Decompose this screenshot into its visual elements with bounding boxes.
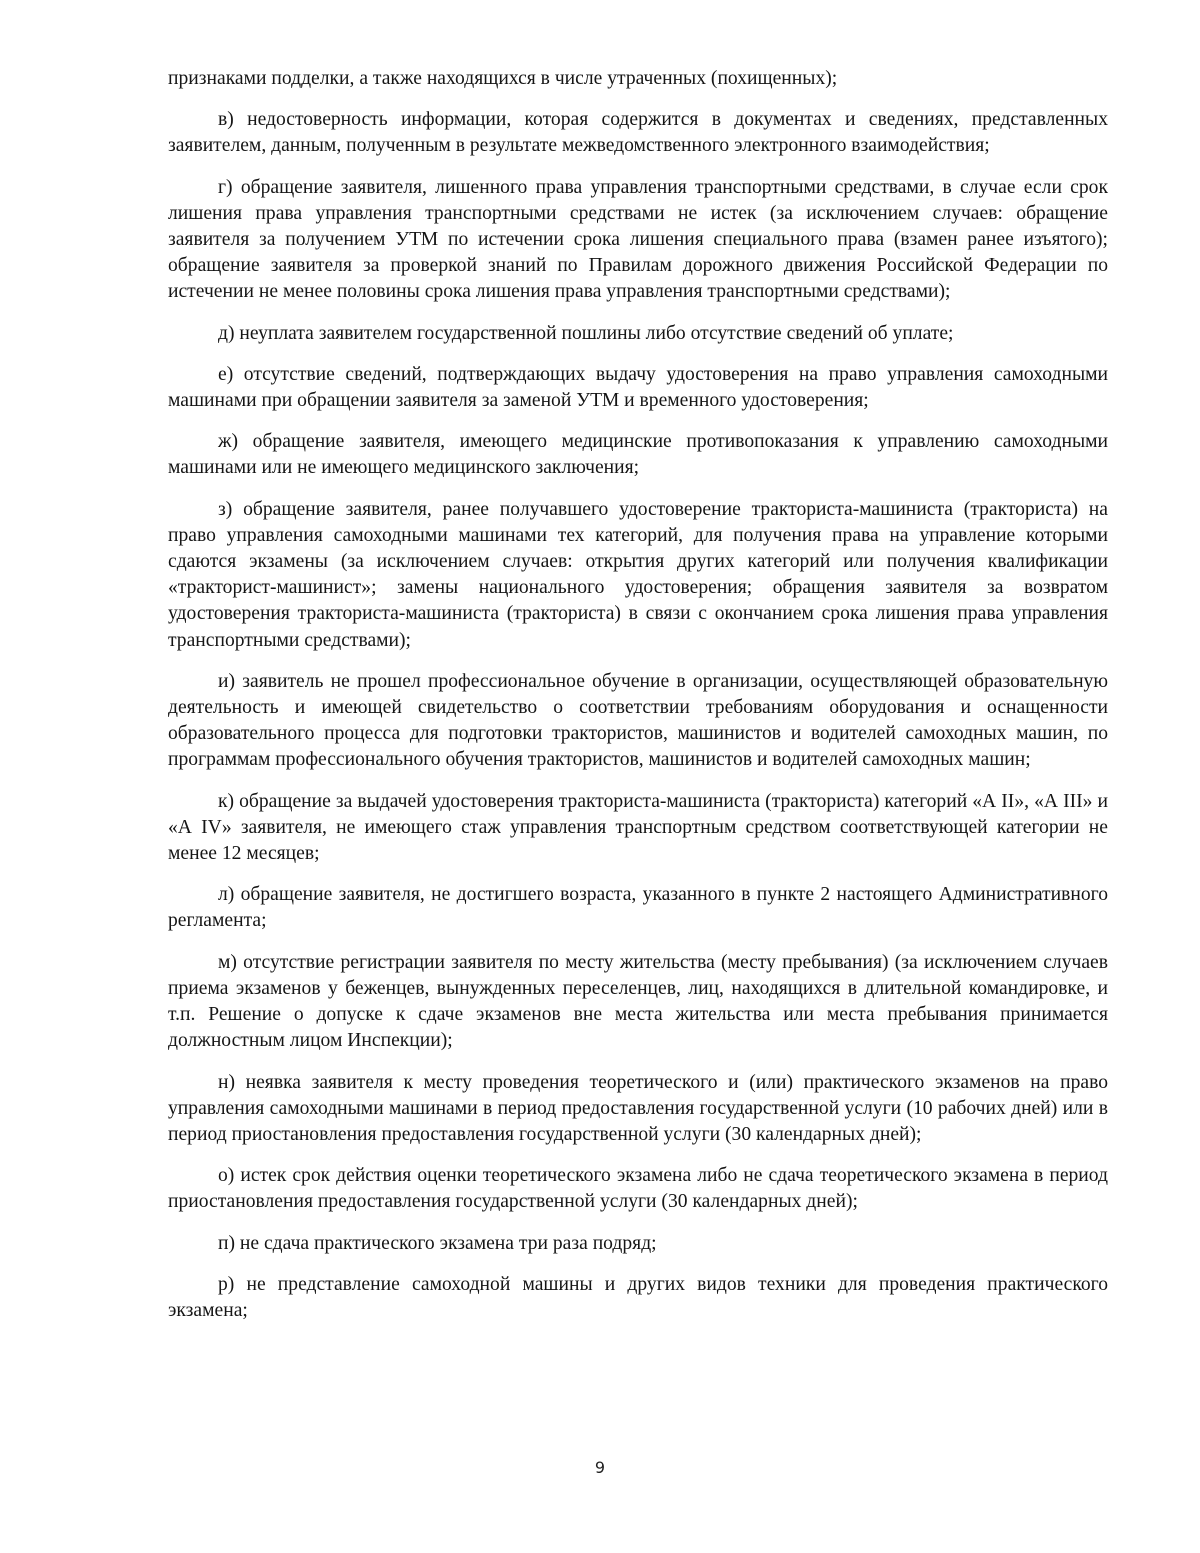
paragraph-continuation: признаками подделки, а также находящихся в числе утраченных (похищенных); [168, 68, 838, 89]
paragraph-item-l: л) обращение заявителя, не достигшего возраста, указанного в пункте 2 настоящего Административного регламента; [168, 884, 1108, 932]
paragraph-item-r: р) не представление самоходной машины и других видов техники для проведения практического экзамена; [168, 1273, 1108, 1321]
paragraph-item-i: и) заявитель не прошел профессиональное обучение в организации, осуществляющей образовательную деятельность и имеющей свидетельство о соответствии требованиям оборудования и оснащенности образовательного процесса для подготовки трактористов, машинистов и водителей самоходных машин, по программам профессионального обучения трактористов, машинистов и водителей самоходных машин; [168, 670, 1108, 771]
paragraph-item-p: п) не сдача практического экзамена три раза подряд; [218, 1232, 657, 1254]
paragraph-item-g: г) обращение заявителя, лишенного права управления транспортными средствами, в случае если срок лишения права управления транспортными средствами не истек (за исключением случаев: обращение заявителя за получением УТМ по истечении срока лишения специального права (взамен ранее изъятого); обращение заявителя за проверкой знаний по Правилам дорожного движения Российской Федерации по истечении не менее половины срока лишения права управления транспортными средствами); [168, 176, 1108, 303]
page-number: 9 [594, 1458, 606, 1477]
paragraph-item-d: д) неуплата заявителем государственной пошлины либо отсутствие сведений об уплате; [218, 322, 954, 344]
document-body [168, 66, 1108, 1339]
paragraph-item-k: к) обращение за выдачей удостоверения тракториста-машиниста (тракториста) категорий «А II», «А III» и «А IV» заявителя, не имеющего стаж управления транспортным средством соответствующей категории не менее 12 месяцев; [168, 790, 1108, 865]
paragraph-item-m: м) отсутствие регистрации заявителя по месту жительства (месту пребывания) (за исключением случаев приема экзаменов у беженцев, вынужденных переселенцев, лиц, находящихся в длительной командировке, и т.п. Решение о допуске к сдаче экзаменов вне места жительства или места пребывания принимается должностным лицом Инспекции); [168, 951, 1108, 1052]
paragraph-item-n: н) неявка заявителя к месту проведения теоретического и (или) практического экзаменов на право управления самоходными машинами в период предоставления государственной услуги (10 рабочих дней) или в период приостановления предоставления государственной услуги (30 календарных дней); [168, 1071, 1108, 1145]
paragraph-item-o: о) истек срок действия оценки теоретического экзамена либо не сдача теоретического экзамена в период приостановления предоставления государственной услуги (30 календарных дней); [168, 1165, 1108, 1213]
paragraph-item-e: е) отсутствие сведений, подтверждающих выдачу удостоверения на право управления самоходными машинами при обращении заявителя за заменой УТМ и временного удостоверения; [168, 363, 1108, 412]
paragraph-item-zh: ж) обращение заявителя, имеющего медицинские противопоказания к управлению самоходными машинами или не имеющего медицинского заключения; [168, 431, 1108, 479]
paragraph-item-z: з) обращение заявителя, ранее получавшего удостоверение тракториста-машиниста (тракториста) на право управления самоходными машинами тех категорий, для получения права на управление которыми сдаются экзамены (за исключением случаев: открытия других категорий или получения квалификации «тракторист-машинист»; замены национального удостоверения; обращения заявителя за возвратом удостоверения тракториста-машиниста (тракториста) в связи с окончанием срока лишения права управления транспортными средствами); [168, 498, 1108, 651]
paragraph-item-v: в) недостоверность информации, которая содержится в документах и сведениях, представленных заявителем, данным, полученным в результате межведомственного электронного взаимодействия; [168, 109, 1108, 157]
